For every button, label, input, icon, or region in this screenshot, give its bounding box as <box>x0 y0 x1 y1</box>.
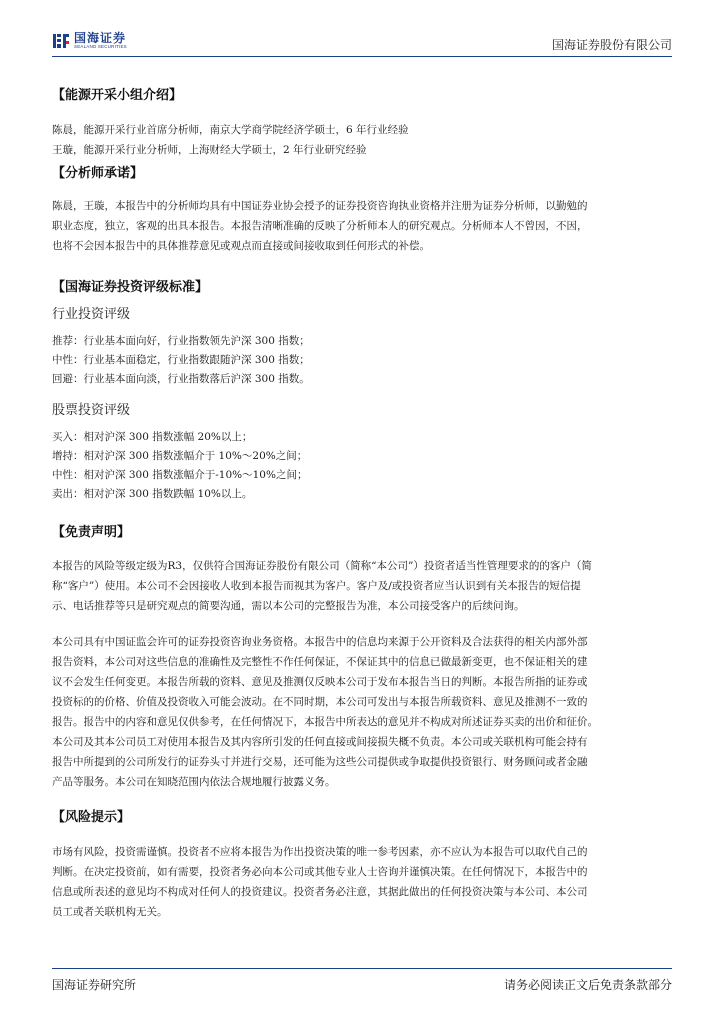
header-divider <box>52 56 672 57</box>
risk-line-2: 判断。在决定投资前，如有需要，投资者务必向本公司或其他专业人士咨询并谨慎决策。在任何情况下，本报告中的 <box>52 866 588 878</box>
risk-section-title: 【风险提示】 <box>52 810 131 825</box>
stock-rating-overweight: 增持：相对沪深 300 指数涨幅介于 10%～20%之间； <box>52 450 308 462</box>
industry-rating-title: 行业投资评级 <box>52 307 131 322</box>
risk-line-1: 市场有风险，投资需谨慎。投资者不应将本报告为作出投资决策的唯一参考因素，亦不应认为本报告可以取代自己的 <box>52 846 588 858</box>
stock-rating-title: 股票投资评级 <box>52 403 131 418</box>
disclaimer-p1-line-2: 称“客户”）使用。本公司不会因接收人收到本报告而视其为客户。客户及/或投资者应当认识到有关本报告的短信提 <box>52 580 581 592</box>
commitment-line-2: 职业态度，独立，客观的出具本报告。本报告清晰准确的反映了分析师本人的研究观点。分析师本人不曾因，不因， <box>52 220 588 232</box>
rating-section-title: 【国海证券投资评级标准】 <box>52 280 209 295</box>
sealand-logo-icon <box>52 32 70 50</box>
company-logo <box>52 30 127 52</box>
disclaimer-p2-line-5: 报告。报告中的内容和意见仅供参考，在任何情况下，本报告中所表达的意见并不构成对所述证券买卖的出价和征价。 <box>52 716 598 728</box>
footer-divider <box>52 968 672 969</box>
commitment-line-1: 陈晨，王璇，本报告中的分析师均具有中国证券业协会授予的证券投资咨询执业资格并注册为证券分析师，以勤勉的 <box>52 200 588 212</box>
disclaimer-p1-line-1: 本报告的风险等级定级为R3，仅供符合国海证券股份有限公司（简称“本公司”）投资者适当性管理要求的的客户（简 <box>52 560 592 572</box>
footer-institute: 国海证券研究所 <box>52 978 137 992</box>
disclaimer-p2-line-7: 报告中所提到的公司所发行的证券头寸并进行交易，还可能为这些公司提供或争取提供投资银行、财务顾问或者金融 <box>52 756 588 768</box>
industry-rating-avoid: 回避：行业基本面向淡，行业指数落后沪深 300 指数。 <box>52 373 310 385</box>
footer-disclaimer-note: 请务必阅读正文后免责条款部分 <box>503 978 672 992</box>
disclaimer-p2-line-2: 报告资料，本公司对这些信息的准确性及完整性不作任何保证，不保证其中的信息已做最新变更，也不保证相关的建 <box>52 656 588 668</box>
stock-rating-buy: 买入：相对沪深 300 指数涨幅 20%以上； <box>52 431 253 443</box>
disclaimer-p2-line-1: 本公司具有中国证监会许可的证券投资咨询业务资格。本报告中的信息均来源于公开资料及合法获得的相关内部外部 <box>52 636 588 648</box>
team-member-2: 王璇，能源开采行业分析师，上海财经大学硕士，2 年行业研究经验 <box>52 144 367 156</box>
page-header <box>52 30 672 54</box>
disclaimer-p2-line-6: 本公司及其本公司员工对使用本报告及其内容所引发的任何直接或间接损失概不负责。本公司或关联机构可能会持有 <box>52 736 588 748</box>
company-name: 国海证券股份有限公司 <box>551 38 672 52</box>
industry-rating-neutral: 中性：行业基本面稳定，行业指数跟随沪深 300 指数； <box>52 354 310 366</box>
stock-rating-neutral: 中性：相对沪深 300 指数涨幅介于-10%～10%之间； <box>52 469 308 481</box>
disclaimer-p2-line-3: 议不会发生任何变更。本报告所载的资料、意见及推测仅反映本公司于发布本报告当日的判断。本报告所指的证券或 <box>52 676 588 688</box>
disclaimer-p2-line-4: 投资标的的价格、价值及投资收入可能会波动。在不同时期，本公司可发出与本报告所载资料、意见及推测不一致的 <box>52 696 588 708</box>
team-section-title: 【能源开采小组介绍】 <box>52 88 183 103</box>
industry-rating-recommend: 推荐：行业基本面向好，行业指数领先沪深 300 指数； <box>52 335 310 347</box>
commitment-line-3: 也将不会因本报告中的具体推荐意见或观点而直接或间接收取到任何形式的补偿。 <box>52 240 430 252</box>
disclaimer-p1-line-3: 示、电话推荐等只是研究观点的简要沟通，需以本公司的完整报告为准，本公司接受客户的后续问询。 <box>52 600 525 612</box>
risk-line-4: 员工或者关联机构无关。 <box>52 906 168 918</box>
disclaimer-p2-line-8: 产品等服务。本公司在知晓范围内依法合规地履行披露义务。 <box>52 776 336 788</box>
risk-line-3: 信息或所表述的意见均不构成对任何人的投资建议。投资者务必注意，其据此做出的任何投资决策与本公司、本公司 <box>52 886 588 898</box>
stock-rating-sell: 卖出：相对沪深 300 指数跌幅 10%以上。 <box>52 488 253 500</box>
disclaimer-section-title: 【免责声明】 <box>52 525 131 540</box>
commitment-section-title: 【分析师承诺】 <box>52 166 144 181</box>
team-member-1: 陈晨，能源开采行业首席分析师，南京大学商学院经济学硕士，6 年行业经验 <box>52 124 409 136</box>
logo-english-name: SEALAND SECURITIES <box>74 44 127 50</box>
logo-chinese-name: 国海证券 <box>74 31 127 46</box>
